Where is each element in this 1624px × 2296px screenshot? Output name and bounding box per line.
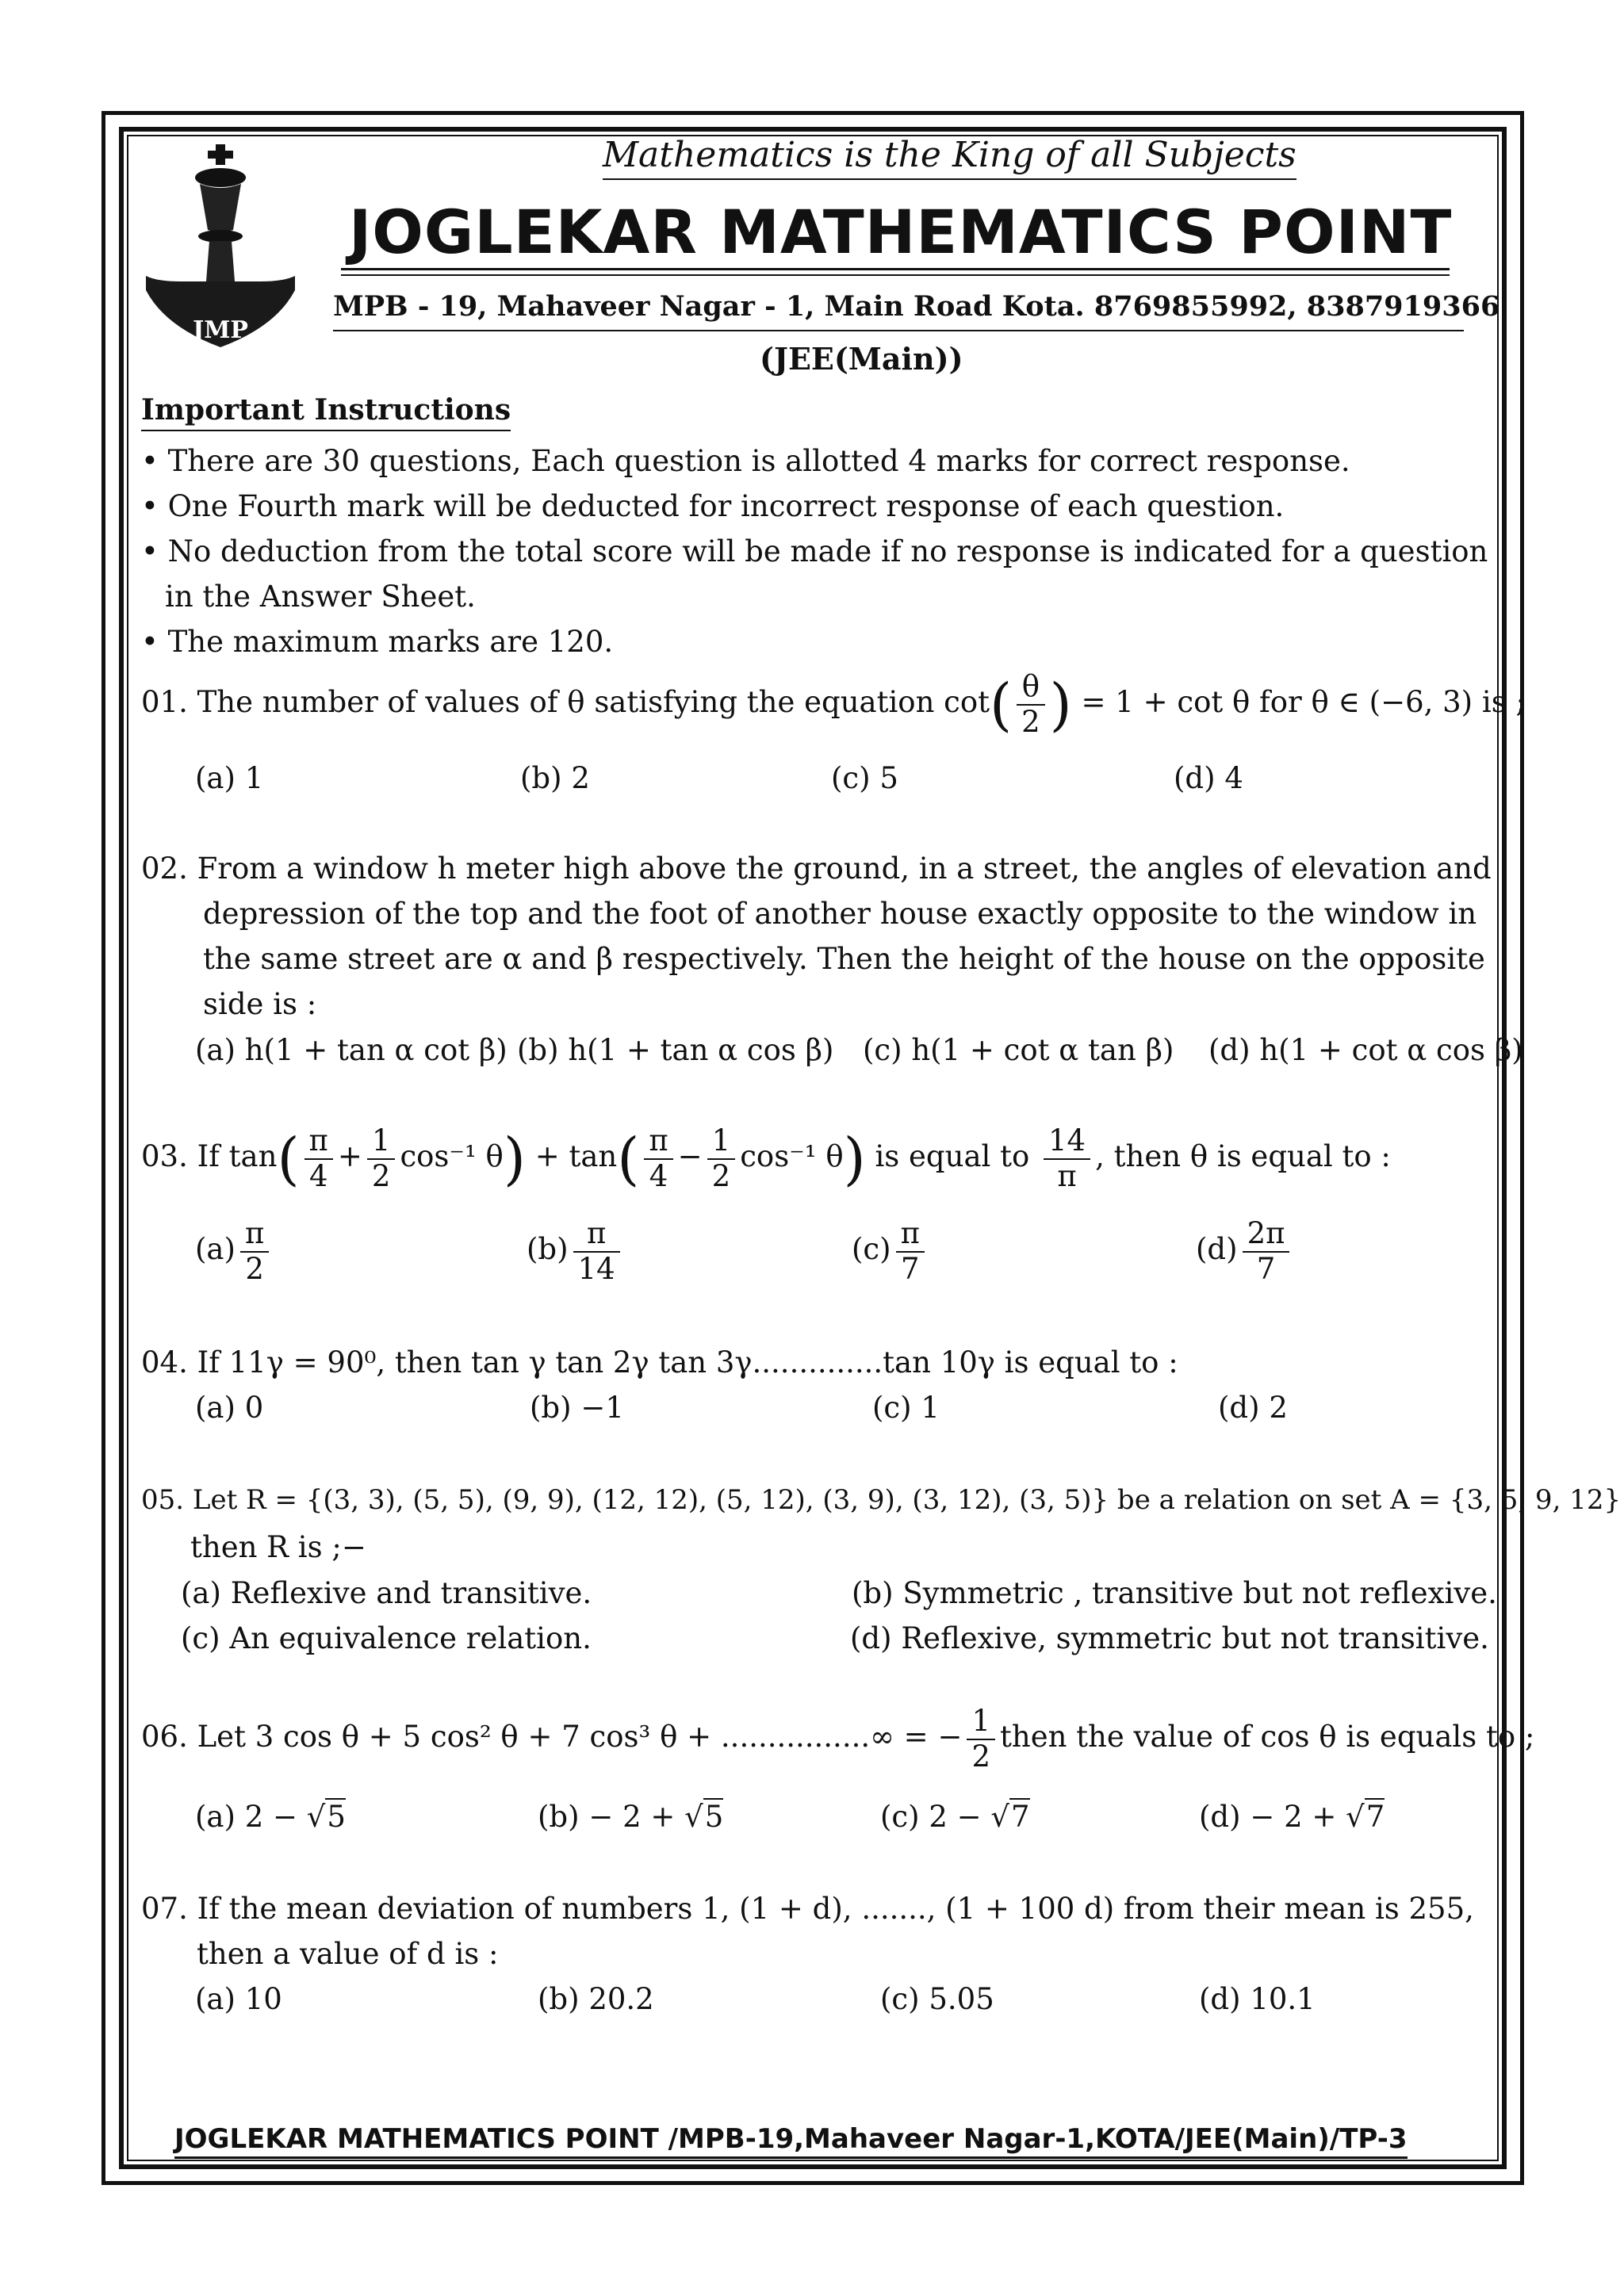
q4-option-c[interactable]: (c) 1 xyxy=(872,1391,940,1425)
instruction-item: • No deduction from the total score will be made if no response is indicated for a question xyxy=(141,534,1488,568)
q5-option-a[interactable]: (a) Reflexive and transitive. xyxy=(181,1576,592,1610)
tagline: Mathematics is the King of all Subjects xyxy=(603,135,1297,180)
q2-option-a[interactable]: (a) h(1 + tan α cot β) xyxy=(195,1033,508,1067)
q2-option-d[interactable]: (d) h(1 + cot α cos β) xyxy=(1208,1033,1523,1067)
brand-title: JOGLEKAR MATHEMATICS POINT xyxy=(349,197,1453,267)
instruction-item: • There are 30 questions, Each question is allotted 4 marks for correct response. xyxy=(141,444,1350,478)
q6-option-b[interactable]: (b) − 2 + √5 xyxy=(538,1800,724,1834)
q7-option-d[interactable]: (d) 10.1 xyxy=(1199,1982,1316,2016)
q1-option-d[interactable]: (d) 4 xyxy=(1174,761,1243,795)
q4-option-a[interactable]: (a) 0 xyxy=(195,1391,264,1425)
q5-option-d[interactable]: (d) Reflexive, symmetric but not transitive. xyxy=(850,1621,1489,1655)
footer: JOGLEKAR MATHEMATICS POINT /MPB-19,Mahaveer Nagar-1,KOTA/JEE(Main)/TP-3 xyxy=(174,2123,1408,2159)
question-3: 03. If tan( $\frac{\pi}{4}$ + $\frac{1}{2}$ cos⁻¹ θ) + tan( $\frac{\pi}{4}$ − $\frac{1}{2}$ cos⁻¹ θ) is equal to $\frac{14}{\pi}$ , then θ is equal to : xyxy=(141,1123,1391,1193)
q7-option-a[interactable]: (a) 10 xyxy=(195,1982,282,2016)
question-1: 01. The number of values of θ satisfying the equation cot( $\frac{\theta}{2}$ ) = 1 + cot θ for θ ∈ (−6, 3) is ; xyxy=(141,669,1526,739)
question-6: 06. Let 3 cos θ + 5 cos² θ + 7 cos³ θ + ................∞ = − $\frac{1}{2}$ then the value of cos θ is equals to ; xyxy=(141,1704,1535,1774)
q5-option-c[interactable]: (c) An equivalence relation. xyxy=(181,1621,592,1655)
q2-option-c[interactable]: (c) h(1 + cot α tan β) xyxy=(863,1033,1174,1067)
instruction-item: in the Answer Sheet. xyxy=(165,580,476,614)
q3-option-b[interactable]: (b) $\frac{\pi}{14}$ xyxy=(527,1217,625,1286)
brand-underline xyxy=(341,268,1450,270)
question-5: 05. Let R = {(3, 3), (5, 5), (9, 9), (12, 12), (5, 12), (3, 9), (3, 12), (3, 5)} be a relation on set A = {3, 5, 9, 12} xyxy=(141,1484,1622,1516)
address: MPB - 19, Mahaveer Nagar - 1, Main Road Kota. 8769855992, 8387919366 xyxy=(333,290,1500,323)
q6-option-c[interactable]: (c) 2 − √7 xyxy=(880,1800,1030,1834)
question-7-line: then a value of d is : xyxy=(197,1937,499,1971)
q7-option-b[interactable]: (b) 20.2 xyxy=(538,1982,654,2016)
question-7: 07. If the mean deviation of numbers 1, (1 + d), ......., (1 + 100 d) from their mean is 255, xyxy=(141,1892,1474,1926)
address-underline xyxy=(333,330,1464,331)
chess-king-logo xyxy=(141,143,300,357)
instruction-item: • One Fourth mark will be deducted for incorrect response of each question. xyxy=(141,489,1285,523)
logo-text: JMP xyxy=(193,316,248,344)
q1-option-c[interactable]: (c) 5 xyxy=(831,761,898,795)
brand-underline-2 xyxy=(341,274,1450,276)
q6-option-a[interactable]: (a) 2 − √5 xyxy=(195,1800,346,1834)
q5-option-b[interactable]: (b) Symmetric , transitive but not reflexive. xyxy=(852,1576,1497,1610)
q3-option-d[interactable]: (d) $\frac{2\pi}{7}$ xyxy=(1196,1217,1294,1286)
instruction-item: • The maximum marks are 120. xyxy=(141,625,614,659)
exam-label: (JEE(Main)) xyxy=(760,341,963,377)
q7-option-c[interactable]: (c) 5.05 xyxy=(880,1982,994,2016)
question-2-line: the same street are α and β respectively. Then the height of the house on the opposite xyxy=(203,942,1485,976)
q3-option-a[interactable]: (a) $\frac{\pi}{2}$ xyxy=(195,1217,274,1286)
q3-option-c[interactable]: (c) $\frac{\pi}{7}$ xyxy=(852,1217,929,1286)
question-2: 02. From a window h meter high above the ground, in a street, the angles of elevation and xyxy=(141,851,1492,886)
question-2-line: depression of the top and the foot of another house exactly opposite to the window in xyxy=(203,897,1477,931)
question-4: 04. If 11γ = 90⁰, then tan γ tan 2γ tan 3γ..............tan 10γ is equal to : xyxy=(141,1345,1178,1380)
q1-option-a[interactable]: (a) 1 xyxy=(195,761,264,795)
instructions-title: Important Instructions xyxy=(141,393,511,431)
question-2-line: side is : xyxy=(203,987,317,1021)
question-5-line: then R is ;− xyxy=(190,1530,366,1564)
q1-option-b[interactable]: (b) 2 xyxy=(520,761,590,795)
q4-option-b[interactable]: (b) −1 xyxy=(530,1391,624,1425)
q6-option-d[interactable]: (d) − 2 + √7 xyxy=(1199,1800,1385,1834)
q2-option-b[interactable]: (b) h(1 + tan α cos β) xyxy=(517,1033,834,1067)
q4-option-d[interactable]: (d) 2 xyxy=(1218,1391,1288,1425)
